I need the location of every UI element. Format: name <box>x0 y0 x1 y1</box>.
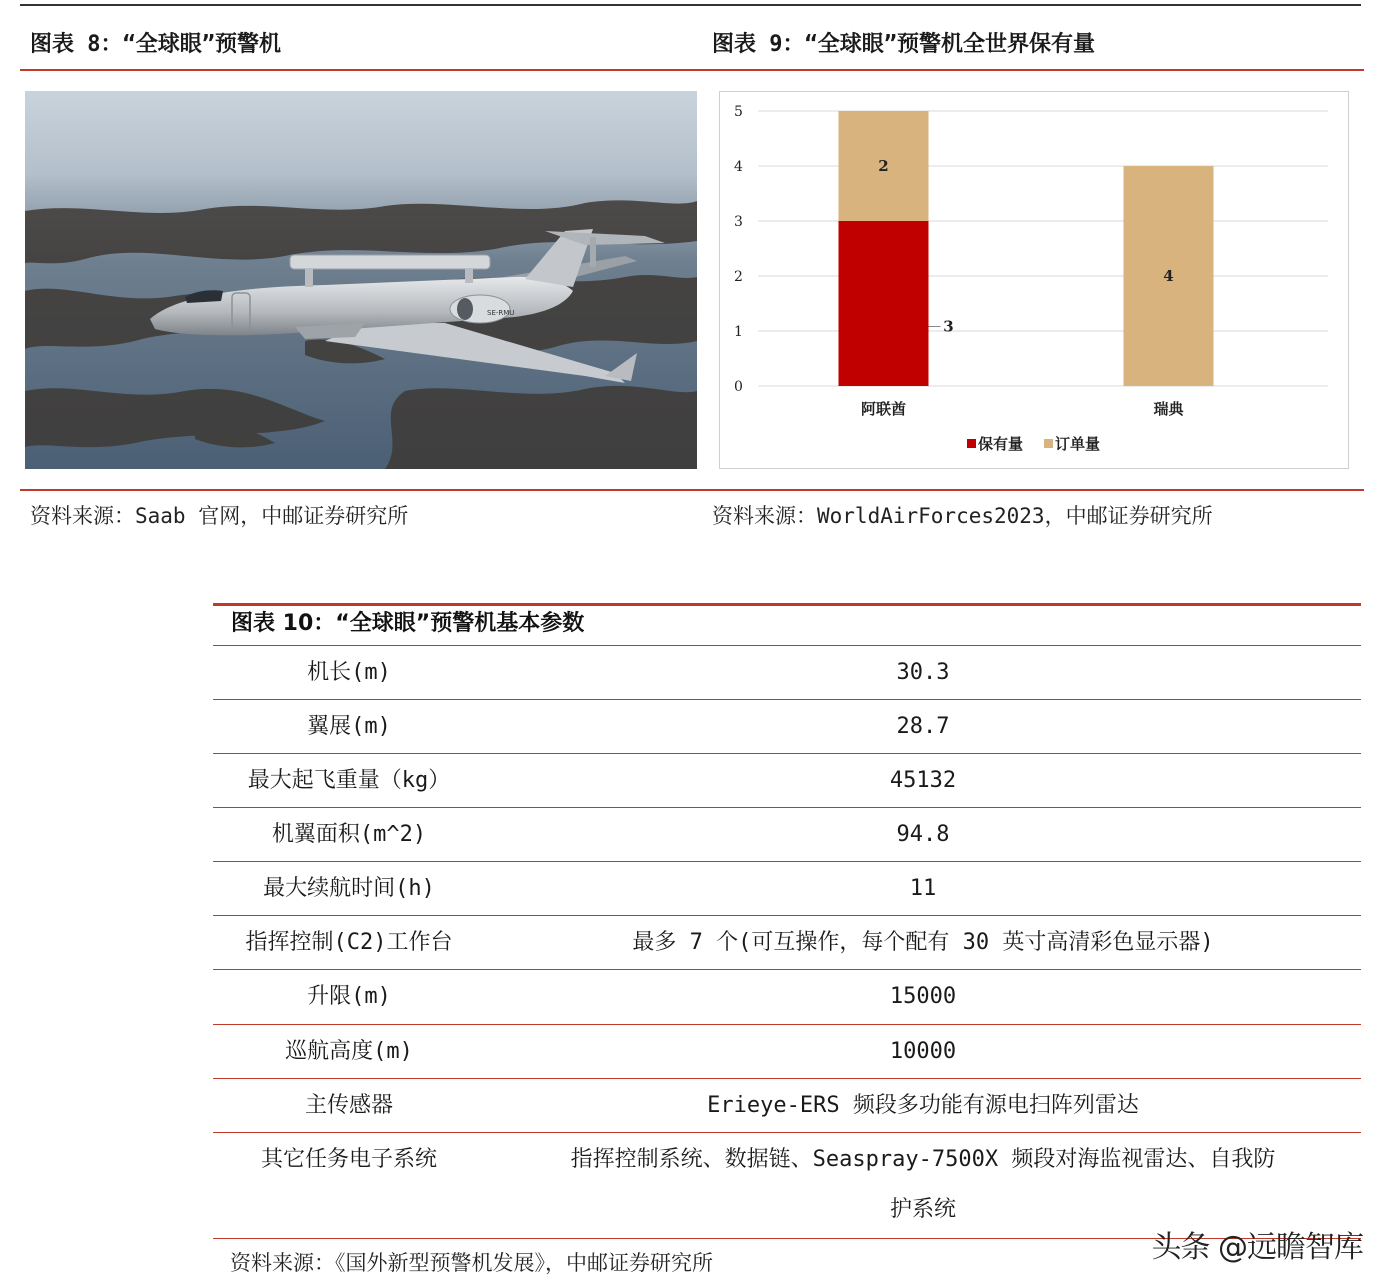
legend-swatch <box>967 439 976 448</box>
table-row <box>213 861 1361 916</box>
holdings-chart <box>719 91 1349 469</box>
param-name: 其它任务电子系统 <box>260 1147 437 1172</box>
fig9-title: 图表 9：“全球眼”预警机全世界保有量 <box>712 32 1095 57</box>
chart-y-ticks <box>734 104 743 395</box>
param-name: 主传感器 <box>304 1093 393 1118</box>
param-value: 94.8 <box>896 822 950 847</box>
param-value: 15000 <box>889 984 957 1009</box>
table-row <box>213 807 1361 862</box>
y-tick-label: 0 <box>734 379 743 395</box>
y-tick-label: 4 <box>734 159 743 175</box>
legend-label: 订单量 <box>1055 435 1101 453</box>
tail-code-text: SE-RMU <box>487 309 515 317</box>
table-row <box>213 753 1361 808</box>
fig10-source: 资料来源：《国外新型预警机发展》，中邮证券研究所 <box>230 1251 713 1275</box>
bar-保有量 <box>839 221 929 386</box>
param-name: 指挥控制(C2)工作台 <box>245 930 453 955</box>
chart-bars <box>839 111 1214 386</box>
x-category-label: 瑞典 <box>1153 400 1184 418</box>
param-value: 最多 7 个(可互操作，每个配有 30 英寸高清彩色显示器) <box>632 930 1214 955</box>
y-tick-label: 1 <box>734 324 743 340</box>
table-row <box>213 969 1361 1024</box>
y-tick-label: 2 <box>734 269 743 285</box>
fig9-title-rule <box>700 69 1364 71</box>
fig8-title-rule <box>20 69 700 71</box>
legend-swatch <box>1044 439 1053 448</box>
y-tick-label: 5 <box>734 104 743 120</box>
table-row <box>213 699 1361 754</box>
param-name: 翼展(m) <box>307 714 391 739</box>
param-value: 10000 <box>889 1039 957 1064</box>
param-name: 最大起飞重量（kg） <box>247 768 451 793</box>
fig8-source: 资料来源：Saab 官网，中邮证券研究所 <box>30 504 409 528</box>
table-row <box>213 645 1361 700</box>
top-rule <box>20 4 1361 6</box>
table-row <box>213 1024 1361 1079</box>
table-row <box>213 915 1361 970</box>
data-label: 2 <box>878 157 889 175</box>
y-tick-label: 3 <box>734 214 743 230</box>
param-name: 巡航高度(m) <box>285 1039 413 1064</box>
fig9-bottom-rule <box>700 489 1364 491</box>
fig9-source: 资料来源：WorldAirForces2023，中邮证券研究所 <box>712 504 1213 528</box>
fig10-title: 图表 10：“全球眼”预警机基本参数 <box>231 611 585 636</box>
param-name: 机翼面积(m^2) <box>271 822 427 847</box>
param-name: 升限(m) <box>307 984 391 1009</box>
param-name: 最大续航时间(h) <box>263 876 435 901</box>
data-label: 4 <box>1163 267 1174 285</box>
param-value: 45132 <box>889 768 957 793</box>
watermark: 头条 @远瞻智库 <box>1151 1230 1363 1265</box>
fig8-bottom-rule <box>20 489 700 491</box>
aircraft-photo <box>25 91 697 469</box>
holdings-chart-svg <box>720 92 1348 468</box>
param-value: Erieye-ERS 频段多功能有源电扫阵列雷达 <box>707 1093 1139 1118</box>
param-name: 机长(m) <box>307 660 391 685</box>
param-value: 指挥控制系统、数据链、Seaspray-7500X 频段对海监视雷达、自我防 <box>570 1147 1276 1172</box>
table-row <box>213 1078 1361 1133</box>
legend-label: 保有量 <box>978 435 1024 453</box>
chart-legend <box>967 435 1100 453</box>
x-category-label: 阿联酋 <box>860 400 907 418</box>
fig8-title: 图表 8：“全球眼”预警机 <box>30 32 281 57</box>
param-value: 28.7 <box>896 714 950 739</box>
param-value-line2: 护系统 <box>889 1197 956 1222</box>
param-value: 11 <box>909 876 937 901</box>
param-value: 30.3 <box>896 660 950 685</box>
data-label: 3 <box>943 317 954 336</box>
chart-x-labels <box>861 400 1185 418</box>
